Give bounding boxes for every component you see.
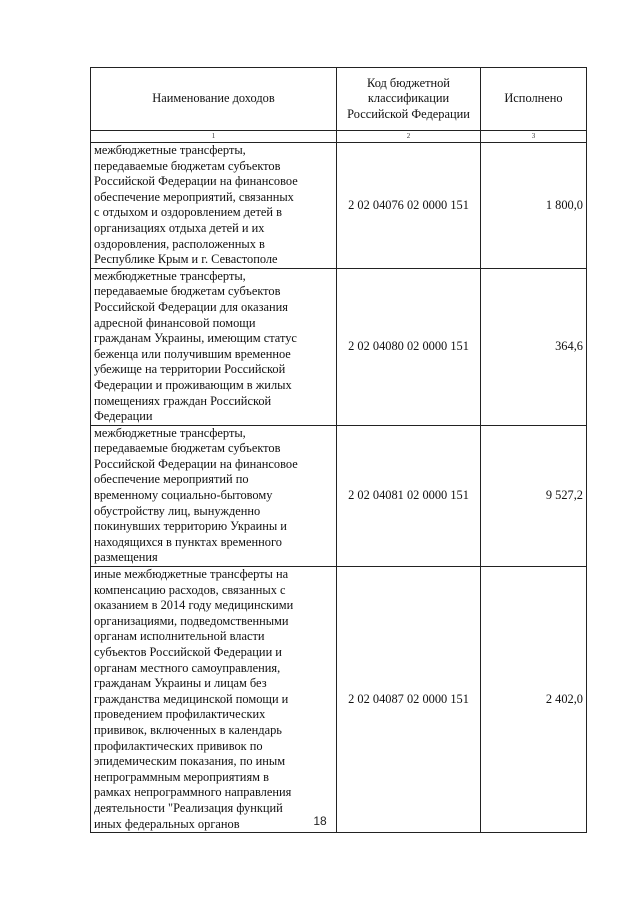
revenue-name-line: компенсацию расходов, связанных с: [94, 582, 286, 597]
revenue-name-line: адресной финансовой помощи: [94, 315, 256, 330]
revenue-name-line: передаваемые бюджетам субъектов: [94, 441, 281, 456]
header-code-line: Код бюджетной: [367, 75, 450, 90]
revenue-name-line: профилактических прививок по: [94, 738, 263, 753]
revenue-name-line: убежище на территории Российской: [94, 362, 286, 377]
revenue-name-line: Российской Федерации на финансовое: [94, 456, 298, 471]
revenue-name-line: обеспечение мероприятий по: [94, 472, 249, 487]
revenue-name-line: иные межбюджетные трансферты на: [94, 567, 289, 582]
revenue-name-cell: [91, 143, 337, 269]
column-number-row: [91, 131, 587, 143]
revenue-name-line: передаваемые бюджетам субъектов: [94, 284, 281, 299]
table-row: [91, 425, 587, 566]
revenue-name-cell: [91, 567, 337, 833]
table-row: [91, 268, 587, 425]
budget-code-cell: 2 02 04076 02 0000 151: [337, 143, 481, 269]
revenue-name-line: Российской Федерации для оказания: [94, 299, 288, 314]
revenue-name-line: межбюджетные трансферты,: [94, 143, 246, 157]
revenue-name-line: субъектов Российской Федерации и: [94, 645, 282, 659]
column-number: 1: [91, 131, 337, 143]
revenue-name-line: оздоровления, расположенных в: [94, 236, 265, 251]
budget-code-cell: 2 02 04080 02 0000 151: [337, 268, 481, 425]
executed-value-cell: 1 800,0: [481, 143, 587, 269]
revenue-name-line: временному социально-бытовому: [94, 488, 273, 503]
revenue-name-line: с отдыхом и оздоровлением детей в: [94, 205, 282, 220]
revenue-name-cell: [91, 268, 337, 425]
revenue-name-line: обеспечение мероприятий, связанных: [94, 189, 294, 204]
revenue-name-line: деятельности "Реализация функций: [94, 800, 283, 815]
revenue-name-line: межбюджетные трансферты,: [94, 425, 246, 440]
revenue-name-line: иных федеральных органов: [94, 816, 240, 831]
revenue-name-line: размещения: [94, 550, 158, 565]
revenue-table: [90, 67, 587, 833]
table-row: [91, 143, 587, 269]
revenue-name-line: покинувших территорию Украины и: [94, 519, 287, 534]
revenue-name-line: проведением профилактических: [94, 707, 266, 722]
revenue-name-line: организациях отдыха детей и их: [94, 220, 265, 235]
executed-value-cell: 2 402,0: [481, 567, 587, 833]
budget-code-cell: 2 02 04081 02 0000 151: [337, 425, 481, 566]
revenue-name-line: организациями, подведомственными: [94, 613, 289, 628]
page-number: 18: [313, 814, 327, 828]
revenue-name-line: Федерации и проживающим в жилых: [94, 377, 292, 392]
table-row: [91, 567, 587, 833]
revenue-name-line: находящихся в пунктах временного: [94, 534, 282, 549]
revenue-name-line: передаваемые бюджетам субъектов: [94, 158, 281, 173]
revenue-name-line: рамках непрограммного направления: [94, 785, 292, 800]
header-revenue-name: Наименование доходов: [91, 68, 337, 131]
revenue-name-line: гражданства медицинской помощи и: [94, 691, 289, 706]
revenue-name-line: гражданам Украины, имеющим статус: [94, 331, 297, 346]
revenue-name-line: Федерации: [94, 409, 153, 424]
column-number: 3: [481, 131, 587, 143]
revenue-name-line: помещениях граждан Российской: [94, 393, 272, 408]
revenue-name-line: органам исполнительной власти: [94, 629, 265, 644]
revenue-name-line: Российской Федерации на финансовое: [94, 174, 298, 189]
revenue-name-line: эпидемическим показания, по иным: [94, 754, 286, 769]
revenue-name-line: оказанием в 2014 году медицинскими: [94, 598, 294, 613]
header-code-line: классификации: [367, 91, 450, 106]
budget-code-cell: 2 02 04087 02 0000 151: [337, 567, 481, 833]
revenue-name-cell: [91, 425, 337, 566]
revenue-name-line: межбюджетные трансферты,: [94, 268, 246, 283]
executed-value-cell: 364,6: [481, 268, 587, 425]
table-body: [91, 143, 587, 833]
header-executed: Исполнено: [481, 68, 587, 131]
revenue-name-line: прививок, включенных в календарь: [94, 722, 282, 737]
executed-value-cell: 9 527,2: [481, 425, 587, 566]
table-header-row: [91, 68, 587, 131]
revenue-name-line: беженца или получившим временное: [94, 346, 291, 361]
header-code-line: Российской Федерации: [347, 106, 470, 121]
revenue-name-line: Республике Крым и г. Севастополе: [94, 252, 278, 267]
revenue-name-line: органам местного самоуправления,: [94, 660, 281, 675]
revenue-name-line: обустройству лиц, вынужденно: [94, 503, 261, 518]
column-number: 2: [337, 131, 481, 143]
header-budget-code: [337, 68, 481, 131]
revenue-name-line: гражданам Украины и лицам без: [94, 676, 267, 691]
revenue-name-line: непрограммным мероприятиям в: [94, 769, 269, 784]
